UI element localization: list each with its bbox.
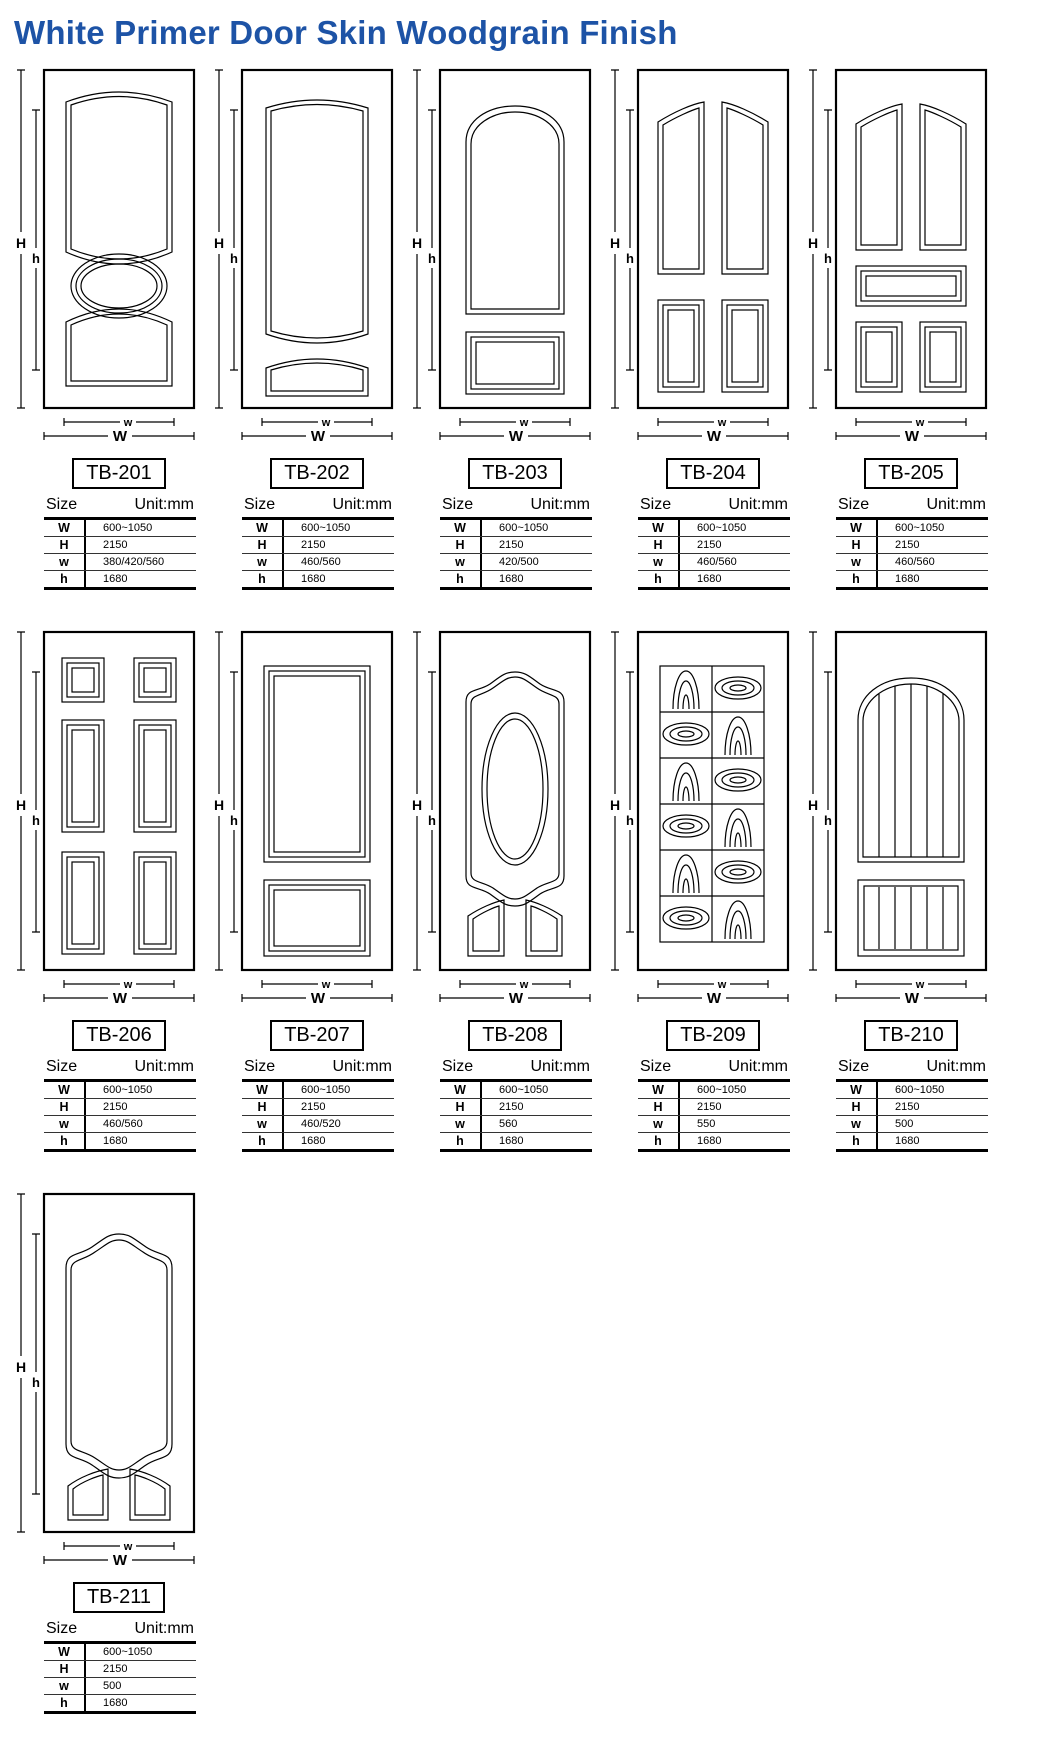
svg-text:w: w xyxy=(717,979,727,991)
spec-key: w xyxy=(440,554,482,570)
spec-value: 600~1050 xyxy=(103,522,153,534)
svg-text:w: w xyxy=(321,417,331,429)
size-label: Size xyxy=(46,1620,78,1637)
spec-row xyxy=(440,554,592,571)
spec-key: W xyxy=(440,520,482,536)
unit-label: Unit:mm xyxy=(926,1058,986,1075)
spec-value: 2150 xyxy=(697,539,722,551)
size-label: Size xyxy=(244,1058,276,1075)
spec-key: w xyxy=(242,1116,284,1132)
door-diagram xyxy=(404,62,602,454)
size-table-header xyxy=(638,1058,790,1079)
spec-key: w xyxy=(440,1116,482,1132)
spec-value: 550 xyxy=(697,1118,716,1130)
spec-row xyxy=(242,554,394,571)
door-card xyxy=(800,624,998,1152)
spec-row xyxy=(44,1644,196,1661)
spec-row xyxy=(638,537,790,554)
spec-key: H xyxy=(440,1099,482,1115)
spec-row xyxy=(44,1695,196,1711)
size-table-body xyxy=(836,1079,988,1152)
spec-key: H xyxy=(638,1099,680,1115)
svg-text:h: h xyxy=(428,251,436,266)
spec-value: 460/560 xyxy=(301,556,341,568)
svg-text:H: H xyxy=(15,235,27,251)
svg-text:h: h xyxy=(428,813,436,828)
size-table-header xyxy=(44,1058,196,1079)
model-badge-wrap xyxy=(800,1020,996,1051)
spec-value: 600~1050 xyxy=(301,1084,351,1096)
spec-key: H xyxy=(638,537,680,553)
spec-key: H xyxy=(44,1661,86,1677)
catalog-page xyxy=(0,14,1060,1714)
size-table-header xyxy=(44,1620,196,1641)
size-label: Size xyxy=(838,496,870,513)
model-badge: TB-208 xyxy=(468,1020,562,1051)
spec-key: W xyxy=(44,1082,86,1098)
spec-row xyxy=(44,520,196,537)
door-diagram xyxy=(206,624,404,1016)
spec-value: 600~1050 xyxy=(895,1084,945,1096)
model-badge: TB-202 xyxy=(270,458,364,489)
svg-text:W: W xyxy=(112,428,128,445)
spec-row xyxy=(44,1116,196,1133)
spec-row xyxy=(836,1133,988,1149)
spec-key: H xyxy=(836,537,878,553)
spec-row xyxy=(638,554,790,571)
spec-value: 2150 xyxy=(895,539,920,551)
spec-row xyxy=(440,571,592,587)
svg-text:W: W xyxy=(508,428,524,445)
svg-text:H: H xyxy=(411,797,423,813)
size-table xyxy=(836,496,988,590)
svg-text:H: H xyxy=(15,1359,27,1375)
door-drawing xyxy=(8,624,204,1016)
spec-row xyxy=(638,1082,790,1099)
door-drawing xyxy=(404,624,600,1016)
door-drawing xyxy=(206,624,402,1016)
size-table-body xyxy=(440,1079,592,1152)
spec-row xyxy=(44,1133,196,1149)
size-label: Size xyxy=(46,496,78,513)
size-table-body xyxy=(44,1641,196,1714)
spec-value: 2150 xyxy=(301,539,326,551)
spec-row xyxy=(836,1099,988,1116)
size-table xyxy=(836,1058,988,1152)
door-card xyxy=(404,624,602,1152)
size-label: Size xyxy=(442,496,474,513)
spec-row xyxy=(242,1082,394,1099)
spec-key: W xyxy=(638,520,680,536)
door-drawing xyxy=(602,62,798,454)
door-card xyxy=(602,62,800,590)
spec-key: W xyxy=(44,1644,86,1660)
spec-row xyxy=(440,520,592,537)
spec-row xyxy=(44,554,196,571)
spec-row xyxy=(836,554,988,571)
door-diagram xyxy=(602,624,800,1016)
spec-row xyxy=(638,1099,790,1116)
unit-label: Unit:mm xyxy=(530,496,590,513)
size-table-header xyxy=(440,496,592,517)
spec-value: 420/500 xyxy=(499,556,539,568)
spec-row xyxy=(242,571,394,587)
spec-key: w xyxy=(638,1116,680,1132)
unit-label: Unit:mm xyxy=(728,1058,788,1075)
door-card xyxy=(206,624,404,1152)
door-drawing xyxy=(800,624,996,1016)
svg-text:H: H xyxy=(15,797,27,813)
spec-key: h xyxy=(836,1133,878,1149)
spec-value: 1680 xyxy=(301,573,326,585)
svg-text:H: H xyxy=(609,797,621,813)
spec-value: 1680 xyxy=(697,1135,722,1147)
door-card xyxy=(206,62,404,590)
spec-key: w xyxy=(638,554,680,570)
size-table-body xyxy=(638,517,790,590)
spec-value: 600~1050 xyxy=(697,522,747,534)
svg-text:w: w xyxy=(321,979,331,991)
spec-key: W xyxy=(440,1082,482,1098)
spec-row xyxy=(44,1661,196,1678)
size-table xyxy=(638,496,790,590)
door-diagram xyxy=(800,624,998,1016)
spec-row xyxy=(836,1116,988,1133)
size-label: Size xyxy=(244,496,276,513)
size-table-body xyxy=(44,1079,196,1152)
spec-value: 2150 xyxy=(697,1101,722,1113)
spec-value: 380/420/560 xyxy=(103,556,165,568)
svg-text:h: h xyxy=(626,813,634,828)
size-table-header xyxy=(836,496,988,517)
spec-row xyxy=(44,1678,196,1695)
door-grid-row xyxy=(8,624,1060,1152)
svg-text:W: W xyxy=(310,990,326,1007)
spec-key: w xyxy=(836,1116,878,1132)
spec-key: w xyxy=(44,1116,86,1132)
size-label: Size xyxy=(838,1058,870,1075)
spec-key: h xyxy=(638,571,680,587)
size-table-body xyxy=(836,517,988,590)
unit-label: Unit:mm xyxy=(134,496,194,513)
unit-label: Unit:mm xyxy=(530,1058,590,1075)
spec-key: w xyxy=(44,1678,86,1694)
size-table-header xyxy=(44,496,196,517)
size-table xyxy=(440,496,592,590)
page-title: White Primer Door Skin Woodgrain Finish xyxy=(14,14,678,51)
size-table xyxy=(242,496,394,590)
door-card xyxy=(8,624,206,1152)
door-card xyxy=(404,62,602,590)
spec-key: h xyxy=(836,571,878,587)
spec-row xyxy=(44,537,196,554)
model-badge: TB-204 xyxy=(666,458,760,489)
spec-value: 460/560 xyxy=(895,556,935,568)
door-diagram xyxy=(8,624,206,1016)
spec-row xyxy=(242,537,394,554)
door-drawing xyxy=(8,1186,204,1578)
svg-text:W: W xyxy=(112,1552,128,1569)
spec-value: 1680 xyxy=(103,1697,128,1709)
svg-text:w: w xyxy=(123,417,133,429)
svg-text:H: H xyxy=(609,235,621,251)
spec-value: 2150 xyxy=(895,1101,920,1113)
model-badge: TB-203 xyxy=(468,458,562,489)
spec-value: 500 xyxy=(895,1118,914,1130)
spec-value: 1680 xyxy=(697,573,722,585)
svg-text:h: h xyxy=(230,251,238,266)
unit-label: Unit:mm xyxy=(332,496,392,513)
spec-key: h xyxy=(44,571,86,587)
size-table xyxy=(242,1058,394,1152)
spec-key: W xyxy=(242,1082,284,1098)
spec-value: 2150 xyxy=(103,1101,128,1113)
spec-value: 600~1050 xyxy=(103,1084,153,1096)
svg-text:h: h xyxy=(32,251,40,266)
unit-label: Unit:mm xyxy=(134,1620,194,1637)
size-table xyxy=(44,496,196,590)
unit-label: Unit:mm xyxy=(926,496,986,513)
spec-row xyxy=(836,520,988,537)
spec-value: 560 xyxy=(499,1118,518,1130)
size-table-body xyxy=(242,517,394,590)
spec-value: 2150 xyxy=(103,1663,128,1675)
door-drawing xyxy=(8,62,204,454)
svg-text:H: H xyxy=(807,235,819,251)
size-table-header xyxy=(836,1058,988,1079)
door-drawing xyxy=(800,62,996,454)
svg-text:W: W xyxy=(508,990,524,1007)
svg-text:w: w xyxy=(123,979,133,991)
spec-key: W xyxy=(44,520,86,536)
svg-text:w: w xyxy=(123,1541,133,1553)
spec-row xyxy=(638,1116,790,1133)
spec-value: 600~1050 xyxy=(697,1084,747,1096)
model-badge-wrap xyxy=(404,458,600,489)
spec-value: 460/560 xyxy=(103,1118,143,1130)
model-badge: TB-207 xyxy=(270,1020,364,1051)
svg-text:h: h xyxy=(32,813,40,828)
spec-key: H xyxy=(44,537,86,553)
spec-value: 1680 xyxy=(301,1135,326,1147)
svg-text:h: h xyxy=(824,813,832,828)
spec-row xyxy=(440,1133,592,1149)
spec-row xyxy=(440,1099,592,1116)
model-badge-wrap xyxy=(206,458,402,489)
spec-row xyxy=(638,571,790,587)
spec-key: w xyxy=(836,554,878,570)
spec-key: h xyxy=(242,571,284,587)
svg-text:W: W xyxy=(904,990,920,1007)
door-diagram xyxy=(602,62,800,454)
size-label: Size xyxy=(46,1058,78,1075)
spec-row xyxy=(638,520,790,537)
spec-value: 600~1050 xyxy=(301,522,351,534)
spec-key: W xyxy=(638,1082,680,1098)
spec-row xyxy=(242,520,394,537)
model-badge: TB-206 xyxy=(72,1020,166,1051)
spec-value: 2150 xyxy=(301,1101,326,1113)
door-drawing xyxy=(404,62,600,454)
spec-key: H xyxy=(836,1099,878,1115)
spec-key: h xyxy=(440,571,482,587)
door-card xyxy=(602,624,800,1152)
spec-value: 600~1050 xyxy=(103,1646,153,1658)
spec-value: 460/560 xyxy=(697,556,737,568)
spec-key: H xyxy=(44,1099,86,1115)
size-table-body xyxy=(638,1079,790,1152)
svg-text:w: w xyxy=(717,417,727,429)
size-table-body xyxy=(44,517,196,590)
spec-value: 1680 xyxy=(103,573,128,585)
size-table-header xyxy=(242,496,394,517)
svg-text:H: H xyxy=(213,797,225,813)
svg-text:w: w xyxy=(519,979,529,991)
model-badge: TB-205 xyxy=(864,458,958,489)
spec-key: h xyxy=(440,1133,482,1149)
door-drawing xyxy=(602,624,798,1016)
door-grid xyxy=(0,62,1060,1714)
spec-row xyxy=(242,1133,394,1149)
size-table xyxy=(440,1058,592,1152)
spec-row xyxy=(242,1099,394,1116)
svg-text:H: H xyxy=(213,235,225,251)
spec-key: h xyxy=(638,1133,680,1149)
spec-row xyxy=(440,1082,592,1099)
svg-text:h: h xyxy=(32,1375,40,1390)
spec-value: 600~1050 xyxy=(499,522,549,534)
size-table xyxy=(638,1058,790,1152)
svg-text:h: h xyxy=(230,813,238,828)
svg-text:w: w xyxy=(915,979,925,991)
model-badge-wrap xyxy=(206,1020,402,1051)
spec-value: 2150 xyxy=(499,1101,524,1113)
spec-value: 1680 xyxy=(499,1135,524,1147)
spec-key: w xyxy=(242,554,284,570)
model-badge: TB-210 xyxy=(864,1020,958,1051)
model-badge-wrap xyxy=(8,1020,204,1051)
model-badge-wrap xyxy=(800,458,996,489)
door-grid-row xyxy=(8,62,1060,590)
size-table-header xyxy=(242,1058,394,1079)
spec-value: 2150 xyxy=(103,539,128,551)
spec-row xyxy=(44,571,196,587)
svg-text:h: h xyxy=(824,251,832,266)
spec-key: H xyxy=(242,537,284,553)
svg-text:W: W xyxy=(904,428,920,445)
size-table-body xyxy=(242,1079,394,1152)
spec-row xyxy=(242,1116,394,1133)
size-table-body xyxy=(440,517,592,590)
spec-value: 1680 xyxy=(499,573,524,585)
svg-text:h: h xyxy=(626,251,634,266)
door-card xyxy=(800,62,998,590)
door-diagram xyxy=(404,624,602,1016)
door-drawing xyxy=(206,62,402,454)
spec-key: W xyxy=(242,520,284,536)
spec-value: 500 xyxy=(103,1680,122,1692)
spec-value: 2150 xyxy=(499,539,524,551)
size-label: Size xyxy=(640,496,672,513)
spec-key: H xyxy=(242,1099,284,1115)
door-grid-row xyxy=(8,1186,1060,1714)
svg-text:W: W xyxy=(310,428,326,445)
svg-text:W: W xyxy=(112,990,128,1007)
spec-row xyxy=(44,1082,196,1099)
model-badge: TB-209 xyxy=(666,1020,760,1051)
spec-key: h xyxy=(44,1695,86,1711)
size-table-header xyxy=(638,496,790,517)
size-label: Size xyxy=(640,1058,672,1075)
door-diagram xyxy=(206,62,404,454)
size-table xyxy=(44,1058,196,1152)
door-diagram xyxy=(8,1186,206,1578)
spec-value: 1680 xyxy=(895,573,920,585)
door-diagram xyxy=(800,62,998,454)
spec-key: W xyxy=(836,520,878,536)
door-card xyxy=(8,1186,206,1714)
svg-text:w: w xyxy=(519,417,529,429)
spec-row xyxy=(836,537,988,554)
size-label: Size xyxy=(442,1058,474,1075)
spec-value: 600~1050 xyxy=(499,1084,549,1096)
spec-value: 460/520 xyxy=(301,1118,341,1130)
svg-text:H: H xyxy=(411,235,423,251)
size-table-header xyxy=(440,1058,592,1079)
svg-text:H: H xyxy=(807,797,819,813)
spec-value: 1680 xyxy=(895,1135,920,1147)
spec-key: h xyxy=(44,1133,86,1149)
model-badge: TB-211 xyxy=(73,1582,165,1613)
spec-row xyxy=(44,1099,196,1116)
door-card xyxy=(8,62,206,590)
svg-text:w: w xyxy=(915,417,925,429)
model-badge: TB-201 xyxy=(72,458,166,489)
spec-key: W xyxy=(836,1082,878,1098)
spec-value: 1680 xyxy=(103,1135,128,1147)
size-table xyxy=(44,1620,196,1714)
spec-row xyxy=(638,1133,790,1149)
model-badge-wrap xyxy=(404,1020,600,1051)
unit-label: Unit:mm xyxy=(332,1058,392,1075)
model-badge-wrap xyxy=(602,1020,798,1051)
svg-text:W: W xyxy=(706,428,722,445)
spec-value: 600~1050 xyxy=(895,522,945,534)
door-diagram xyxy=(8,62,206,454)
spec-row xyxy=(836,1082,988,1099)
spec-row xyxy=(440,537,592,554)
spec-key: w xyxy=(44,554,86,570)
model-badge-wrap xyxy=(8,458,204,489)
model-badge-wrap xyxy=(602,458,798,489)
svg-text:W: W xyxy=(706,990,722,1007)
spec-row xyxy=(440,1116,592,1133)
spec-key: h xyxy=(242,1133,284,1149)
unit-label: Unit:mm xyxy=(728,496,788,513)
unit-label: Unit:mm xyxy=(134,1058,194,1075)
model-badge-wrap xyxy=(8,1582,204,1613)
spec-key: H xyxy=(440,537,482,553)
spec-row xyxy=(836,571,988,587)
